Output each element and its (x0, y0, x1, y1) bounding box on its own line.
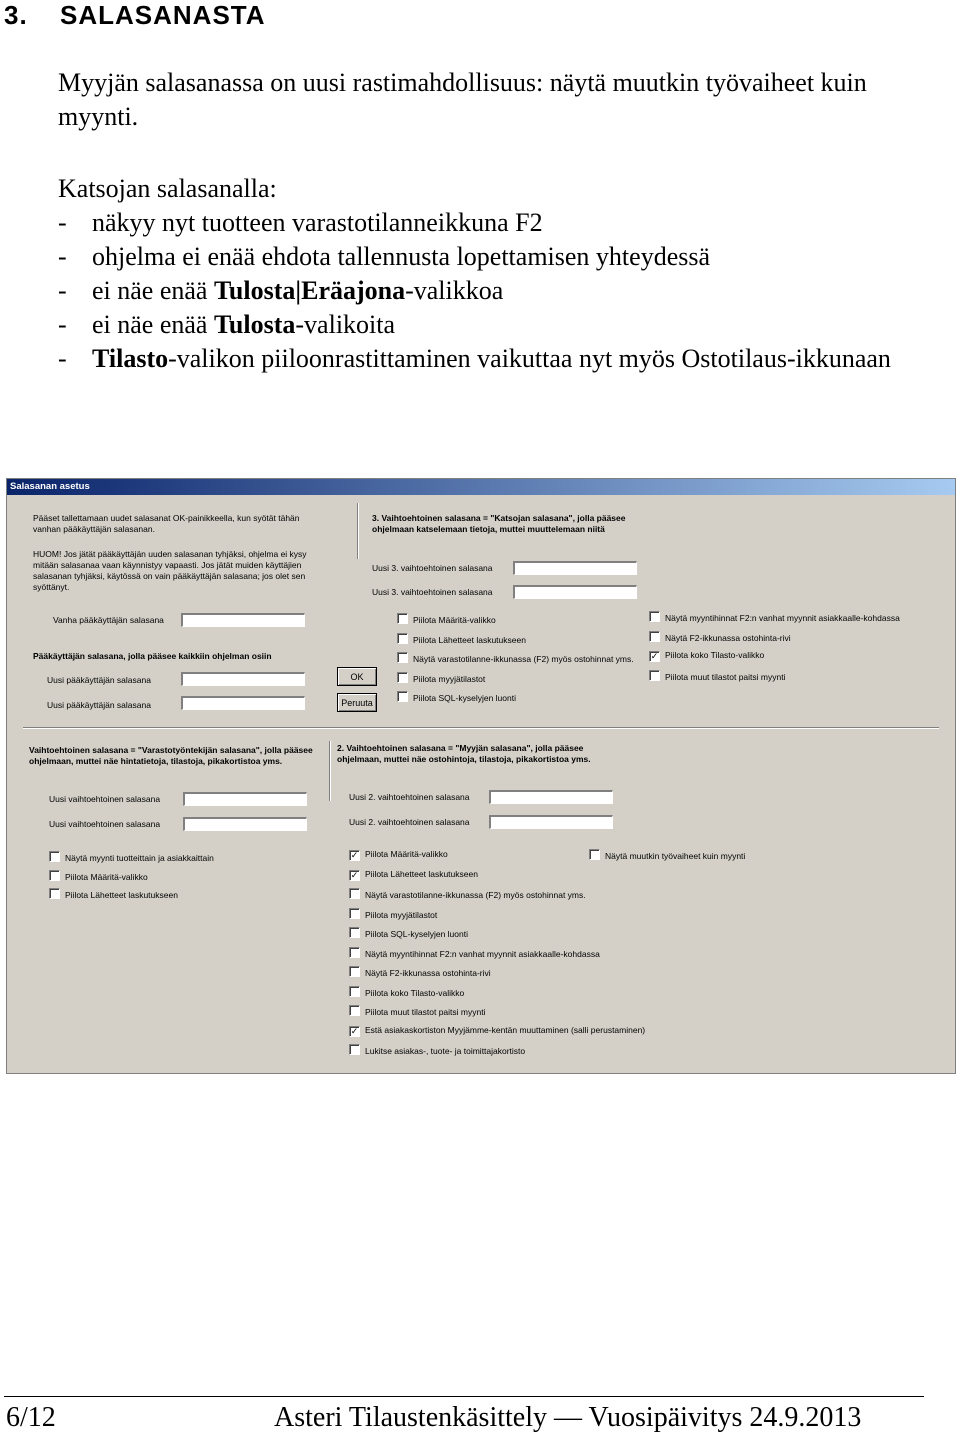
checkbox-label: Näytä varastotilanne-ikkunassa (F2) myös ostohinnat yms. (365, 890, 586, 900)
list-bold-text: Tulosta|Eräajona (213, 276, 406, 305)
list-bold-text: Tilasto (92, 344, 169, 373)
list-text: ohjelma ei enää ehdota tallennusta lopettamisen yhteydessä (92, 242, 711, 271)
list-item (58, 342, 938, 376)
checkbox-box[interactable] (397, 652, 408, 663)
new-admin-password-label-2: Uusi pääkäyttäjän salasana (47, 700, 151, 710)
checkbox-box[interactable] (349, 947, 360, 958)
checkbox-row[interactable] (649, 611, 900, 623)
list-dash: - (58, 310, 67, 339)
checkbox-row[interactable] (49, 888, 178, 900)
s1-new-password-label-1: Uusi vaihtoehtoinen salasana (49, 794, 161, 804)
checkbox-row[interactable] (349, 966, 491, 978)
checkbox-label: Piilota myyjätilastot (413, 673, 486, 684)
s2-new-password-label-2: Uusi 2. vaihtoehtoinen salasana (349, 817, 470, 827)
new-admin-password-label-1: Uusi pääkäyttäjän salasana (47, 675, 151, 685)
checkbox-box[interactable] (589, 849, 600, 860)
checkbox-label: Näytä F2-ikkunassa ostohinta-rivi (665, 632, 791, 643)
checkbox-row[interactable] (349, 1005, 485, 1017)
section-heading (0, 0, 266, 31)
footer-rule (4, 1396, 924, 1397)
checkbox-box[interactable] (349, 1005, 360, 1016)
cancel-button[interactable]: Peruuta (337, 693, 377, 712)
checkbox-box[interactable] (349, 1044, 360, 1055)
page-number: 6/12 (6, 1402, 56, 1433)
checkbox-label: Näytä varastotilanne-ikkunassa (F2) myös ostohinnat yms. (413, 654, 634, 664)
checkbox-box[interactable] (649, 670, 660, 681)
checkbox-box[interactable]: ✓ (350, 1025, 359, 1036)
info-text-1: Pääset tallettamaan uudet salasanat OK-painikkeella, kun syötät tähän vanhan pääkäyttäjän salasanan. (33, 513, 300, 534)
s1-title: Vaihtoehtoinen salasana = "Varastotyöntekijän salasana", jolla pääsee ohjelmaan, muttei näe hintatietoja, tilastoja, pikakortistoa yms. (29, 745, 313, 766)
checkbox-row[interactable] (349, 1044, 525, 1056)
list-item (58, 240, 938, 274)
checkbox-row[interactable] (649, 670, 785, 682)
checkbox-row[interactable] (349, 869, 478, 881)
checkbox-row[interactable] (349, 947, 600, 959)
list-item (58, 308, 938, 342)
checkbox-row[interactable] (349, 849, 448, 861)
s2-new-password-label-1: Uusi 2. vaihtoehtoinen salasana (349, 792, 470, 802)
section-title: SALASANASTA (60, 0, 266, 30)
intro-paragraph: Myyjän salasanassa on uusi rastimahdollisuus: näytä muutkin työvaiheet kuin myynti. (58, 68, 867, 131)
checkbox-row[interactable] (349, 986, 464, 998)
checkbox-row[interactable] (49, 870, 148, 882)
list-text: näkyy nyt tuotteen varastotilanneikkuna F2 (92, 208, 543, 237)
checkbox-row[interactable] (649, 631, 791, 643)
checkbox-label: Näytä F2-ikkunassa ostohinta-rivi (365, 968, 491, 978)
list-title: Katsojan salasanalla: (58, 174, 277, 203)
checkbox-label: Piilota koko Tilasto-valikko (365, 987, 465, 998)
section-number: 3. (4, 0, 28, 30)
list-text: -valikkoa (405, 276, 504, 305)
list-dash: - (58, 242, 67, 271)
checkbox-label: Piilota SQL-kyselyjen luonti (413, 693, 516, 703)
s3-new-password-input-2[interactable] (513, 585, 637, 599)
list-text: -valikoita (295, 310, 396, 339)
vertical-divider (357, 503, 359, 559)
checkbox-box[interactable]: ✓ (650, 651, 659, 661)
checkbox-label: Piilota muut tilastot paitsi myynti (665, 671, 786, 682)
checkbox-label: Piilota muut tilastot paitsi myynti (365, 1007, 486, 1017)
s3-new-password-input-1[interactable] (513, 561, 637, 575)
checkbox-row[interactable] (397, 633, 526, 645)
checkbox-box[interactable] (49, 888, 60, 899)
checkbox-label: Piilota Määritä-valikko (413, 615, 496, 625)
checkbox-box[interactable]: ✓ (350, 850, 359, 860)
list-dash: - (58, 344, 67, 373)
new-admin-password-input-1[interactable] (181, 672, 305, 686)
checkbox-row[interactable] (397, 691, 516, 703)
checkbox-row[interactable] (49, 851, 214, 863)
checkbox-box[interactable] (49, 870, 60, 881)
list-dash: - (58, 208, 67, 237)
password-settings-dialog (6, 478, 956, 1074)
s3-title: 3. Vaihtoehtoinen salasana = "Katsojan salasana", jolla pääsee ohjelmaan katselemaan tietoja, muttei muuttelemaan niitä (372, 513, 626, 534)
s1-new-password-label-2: Uusi vaihtoehtoinen salasana (49, 819, 161, 829)
old-admin-password-label: Vanha pääkäyttäjän salasana (53, 615, 164, 625)
admin-password-title: Pääkäyttäjän salasana, jolla pääsee kaikkiin ohjelman osiin (33, 651, 272, 661)
list-text: ei näe enää (92, 310, 214, 339)
checkbox-box[interactable] (349, 966, 360, 977)
checkbox-row[interactable] (349, 888, 586, 900)
checkbox-label: Piilota Määritä-valikko (65, 871, 148, 882)
checkbox-box[interactable] (397, 672, 408, 683)
checkbox-label: Estä asiakaskortiston Myyjämme-kentän muuttaminen (salli perustaminen) (365, 1024, 646, 1035)
old-admin-password-input[interactable] (181, 613, 305, 627)
checkbox-box[interactable] (397, 633, 408, 644)
checkbox-row[interactable] (397, 613, 496, 625)
checkbox-row[interactable] (397, 652, 634, 664)
checkbox-row[interactable] (397, 672, 485, 684)
checkbox-label: Piilota myyjätilastot (365, 909, 438, 920)
s2-extra-checkbox[interactable] (589, 849, 745, 861)
checkbox-box[interactable] (349, 908, 360, 919)
s3-new-password-label-2: Uusi 3. vaihtoehtoinen salasana (372, 587, 493, 597)
vertical-divider-2 (329, 741, 331, 801)
checkbox-box[interactable] (349, 986, 360, 997)
horizontal-divider (23, 727, 939, 729)
checkbox-label: Näytä muutkin työvaiheet kuin myynti (605, 851, 746, 861)
document-title: Asteri Tilaustenkäsittely — Vuosipäivitys 24.9.2013 (274, 1402, 862, 1433)
list-text: -valikon piiloonrastittaminen vaikuttaa nyt myös Ostotilaus-ikkunaan (168, 344, 891, 373)
checkbox-label: Lukitse asiakas-, tuote- ja toimittajakortisto (365, 1046, 526, 1056)
checkbox-box[interactable] (49, 851, 60, 862)
new-admin-password-input-2[interactable] (181, 696, 305, 710)
list-bold-text: Tulosta (213, 310, 296, 339)
checkbox-label: Piilota Lähetteet laskutukseen (365, 868, 478, 879)
list-item (58, 274, 938, 308)
ok-button[interactable]: OK (337, 667, 377, 686)
checkbox-box[interactable] (397, 691, 408, 702)
s1-new-password-input-2[interactable] (183, 817, 307, 831)
checkbox-label: Piilota Määritä-valikko (365, 849, 448, 859)
checkbox-row[interactable] (349, 1025, 645, 1037)
s2-new-password-input-2[interactable] (489, 815, 613, 829)
checkbox-label: Piilota SQL-kyselyjen luonti (365, 929, 468, 939)
dialog-titlebar: Salasanan asetus (7, 479, 955, 495)
checkbox-row[interactable] (349, 927, 468, 939)
checkbox-label: Näytä myyntihinnat F2:n vanhat myynnit asiakkaalle-kohdassa (365, 948, 600, 959)
checkbox-label: Piilota koko Tilasto-valikko (665, 650, 765, 660)
checkbox-label: Näytä myynti tuotteittain ja asiakkaittain (65, 853, 214, 863)
checkbox-label: Piilota Lähetteet laskutukseen (413, 634, 526, 645)
s3-new-password-label-1: Uusi 3. vaihtoehtoinen salasana (372, 563, 493, 573)
checkbox-box[interactable] (397, 613, 408, 624)
s2-new-password-input-1[interactable] (489, 790, 613, 804)
list-item (58, 206, 938, 240)
changes-list (58, 172, 938, 376)
checkbox-box[interactable] (649, 631, 660, 642)
checkbox-row[interactable] (349, 908, 437, 920)
checkbox-label: Piilota Lähetteet laskutukseen (65, 890, 178, 900)
list-text: ei näe enää (92, 276, 214, 305)
checkbox-box[interactable]: ✓ (350, 869, 359, 880)
checkbox-box[interactable] (649, 611, 660, 622)
checkbox-row[interactable] (649, 650, 764, 662)
checkbox-label: Näytä myyntihinnat F2:n vanhat myynnit asiakkaalle-kohdassa (665, 613, 900, 623)
s2-title: 2. Vaihtoehtoinen salasana = "Myyjän salasana", jolla pääsee ohjelmaan, muttei näe ostohintoja, tilastoja, pikakortistoa yms. (337, 743, 591, 764)
checkbox-box[interactable] (349, 927, 360, 938)
info-text-2: HUOM! Jos jätät pääkäyttäjän uuden salasanan tyhjäksi, ohjelma ei kysy mitään salasanaa vaan käynnistyy vapaasti. Jos jätät muiden käyttäjien salasanan tyhjäksi, käytössä on vain pääkäyttäjän salasana; jos olet sen syöttänyt. (33, 549, 307, 592)
s1-new-password-input-1[interactable] (183, 792, 307, 806)
list-dash: - (58, 276, 67, 305)
checkbox-box[interactable] (349, 888, 360, 899)
